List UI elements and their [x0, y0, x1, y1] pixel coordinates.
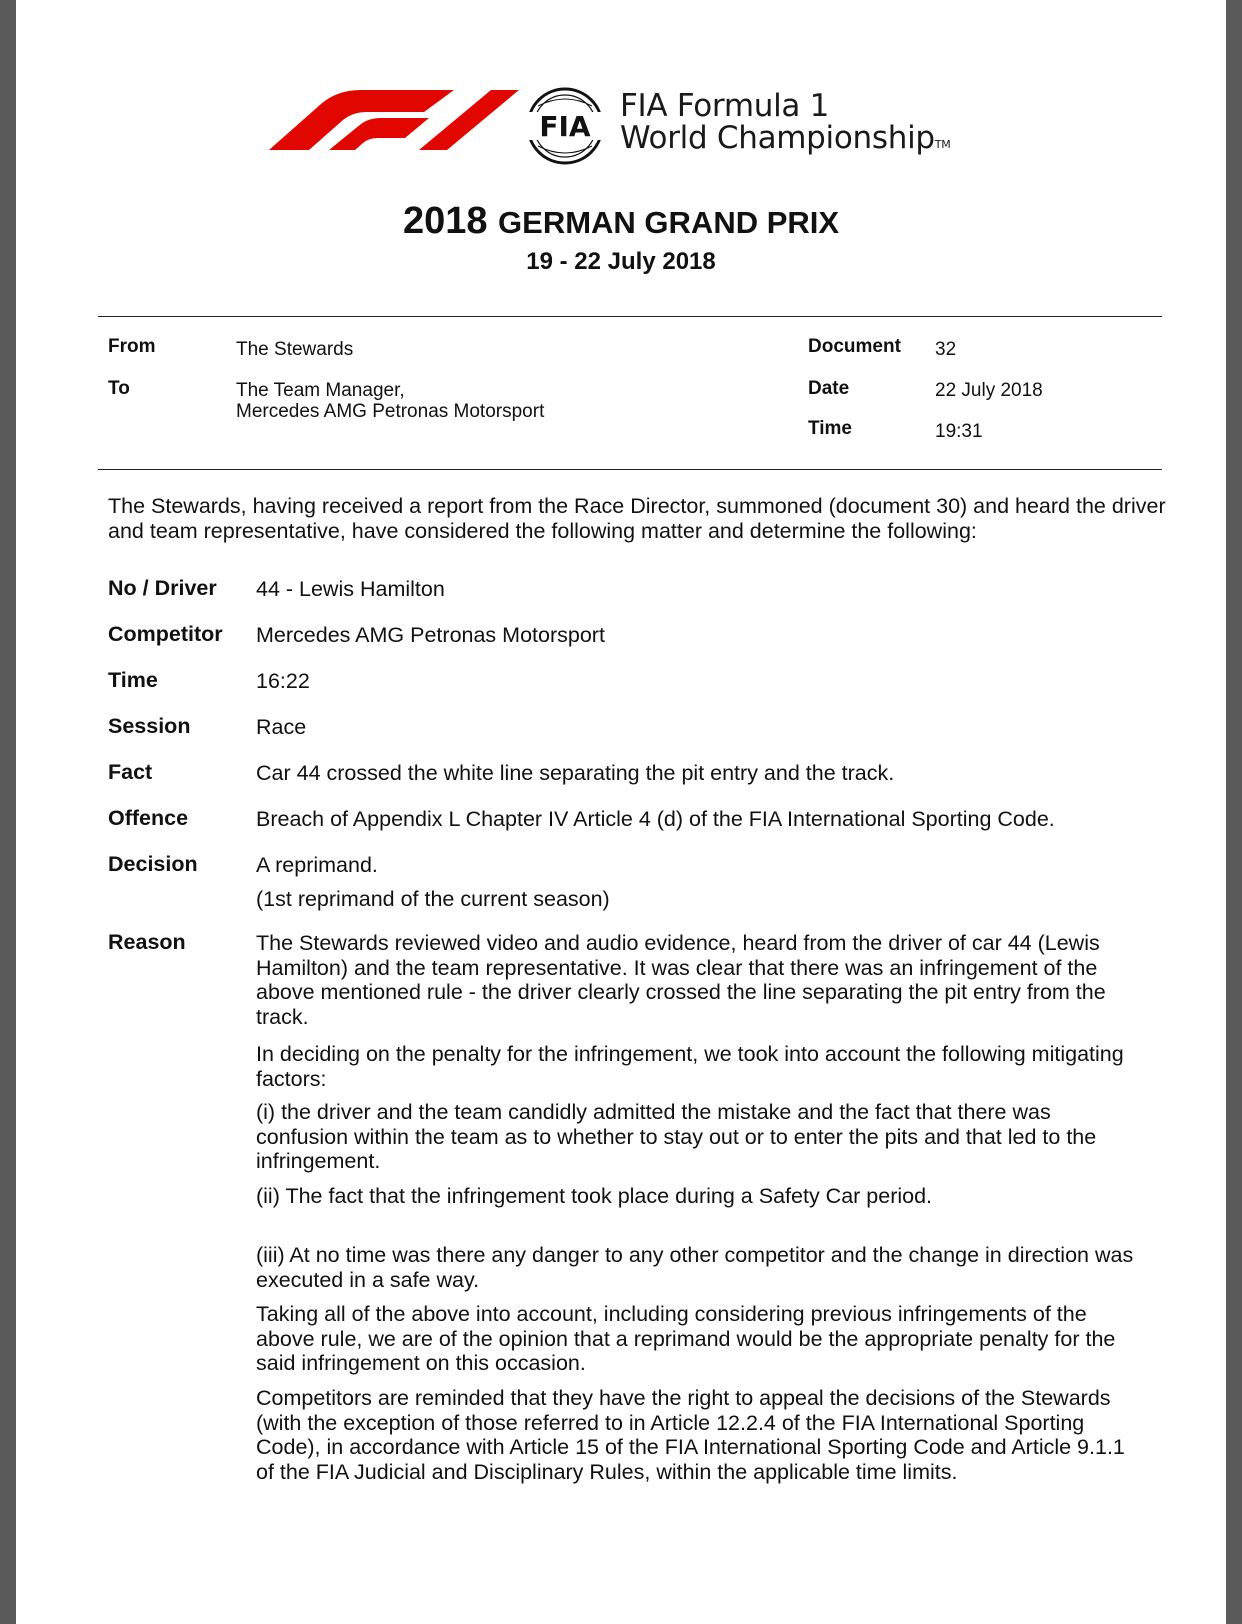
decision-label: Decision	[108, 852, 198, 876]
offence-label: Offence	[108, 806, 189, 830]
decision-value: A reprimand.	[256, 853, 378, 877]
time-value: 19:31	[935, 421, 983, 442]
date-value: 22 July 2018	[935, 380, 1043, 401]
decision-note: (1st reprimand of the current season)	[256, 887, 610, 911]
trademark: TM	[934, 138, 951, 151]
header-logos	[16, 86, 1226, 166]
reason-paragraph-3: (i) the driver and the team candidly admitted the mistake and the fact that there was confusion within the team as to whether to stay out or to enter the pits and that led to the infringement.	[256, 1100, 1097, 1173]
reason-paragraph-6: Taking all of the above into account, including considering previous infringements of the above rule, we are of the opinion that a reprimand would be the appropriate penalty for the said infringement on this occasion.	[256, 1302, 1116, 1375]
date-label: Date	[808, 378, 850, 399]
time-label: Time	[808, 418, 853, 439]
reason-paragraph-4: (ii) The fact that the infringement took place during a Safety Car period.	[256, 1184, 933, 1208]
to-value-line2: Mercedes AMG Petronas Motorsport	[236, 401, 545, 422]
document-value: 32	[935, 339, 957, 360]
intro-paragraph: The Stewards, having received a report from the Race Director, summoned (document 30) and heard the driver and team representative, have considered the following matter and determine the following:	[108, 494, 1166, 543]
to-value-line1: The Team Manager,	[236, 380, 405, 401]
wordmark-line2	[620, 122, 950, 161]
wordmark-line1: FIA Formula 1	[620, 88, 830, 124]
document-page	[16, 0, 1226, 1624]
competitor-value: Mercedes AMG Petronas Motorsport	[256, 623, 605, 647]
reason-paragraph-1: The Stewards reviewed video and audio evidence, heard from the driver of car 44 (Lewis Hamilton) and the team representative. It was clear that there was an infringement of the above mentioned rule - the driver clearly crossed the line separating the pit entry from the track.	[256, 931, 1106, 1029]
event-name: GERMAN GRAND PRIX	[498, 205, 840, 240]
driver-value: 44 - Lewis Hamilton	[256, 577, 445, 601]
competitor-label: Competitor	[108, 622, 223, 646]
incident-time-label: Time	[108, 668, 158, 692]
from-label: From	[108, 336, 156, 357]
from-value: The Stewards	[236, 339, 354, 360]
svg-text:FIA: FIA	[539, 110, 591, 143]
event-title	[16, 200, 1226, 243]
divider-bottom	[98, 469, 1162, 470]
to-label: To	[108, 378, 130, 399]
event-dates: 19 - 22 July 2018	[526, 248, 716, 275]
fact-value: Car 44 crossed the white line separating the pit entry and the track.	[256, 761, 895, 785]
session-label: Session	[108, 714, 191, 738]
fact-label: Fact	[108, 760, 153, 784]
incident-time-value: 16:22	[256, 669, 310, 693]
event-year: 2018	[402, 200, 488, 242]
driver-label: No / Driver	[108, 576, 217, 600]
session-value: Race	[256, 715, 307, 739]
f1-logo	[269, 88, 519, 150]
championship-wordmark	[620, 90, 950, 161]
offence-value: Breach of Appendix L Chapter IV Article 4 (d) of the FIA International Sporting Code.	[256, 807, 1055, 831]
reason-label: Reason	[108, 930, 186, 954]
reason-paragraph-7: Competitors are reminded that they have the right to appeal the decisions of the Stewards (with the exception of those referred to in Article 12.2.4 of the FIA International Sporting Code), in accordance with Article 15 of the FIA International Sporting Code and Article 9.1.1 of the FIA Judicial and Disciplinary Rules, within the applicable time limits.	[256, 1386, 1125, 1484]
fia-logo-icon	[516, 86, 614, 166]
divider-top	[98, 316, 1162, 317]
wordmark-line2-text: World Championship	[620, 120, 935, 156]
reason-paragraph-2: In deciding on the penalty for the infringement, we took into account the following mitigating factors:	[256, 1042, 1124, 1091]
document-label: Document	[808, 336, 901, 357]
reason-paragraph-5: (iii) At no time was there any danger to any other competitor and the change in direction was executed in a safe way.	[256, 1243, 1134, 1292]
